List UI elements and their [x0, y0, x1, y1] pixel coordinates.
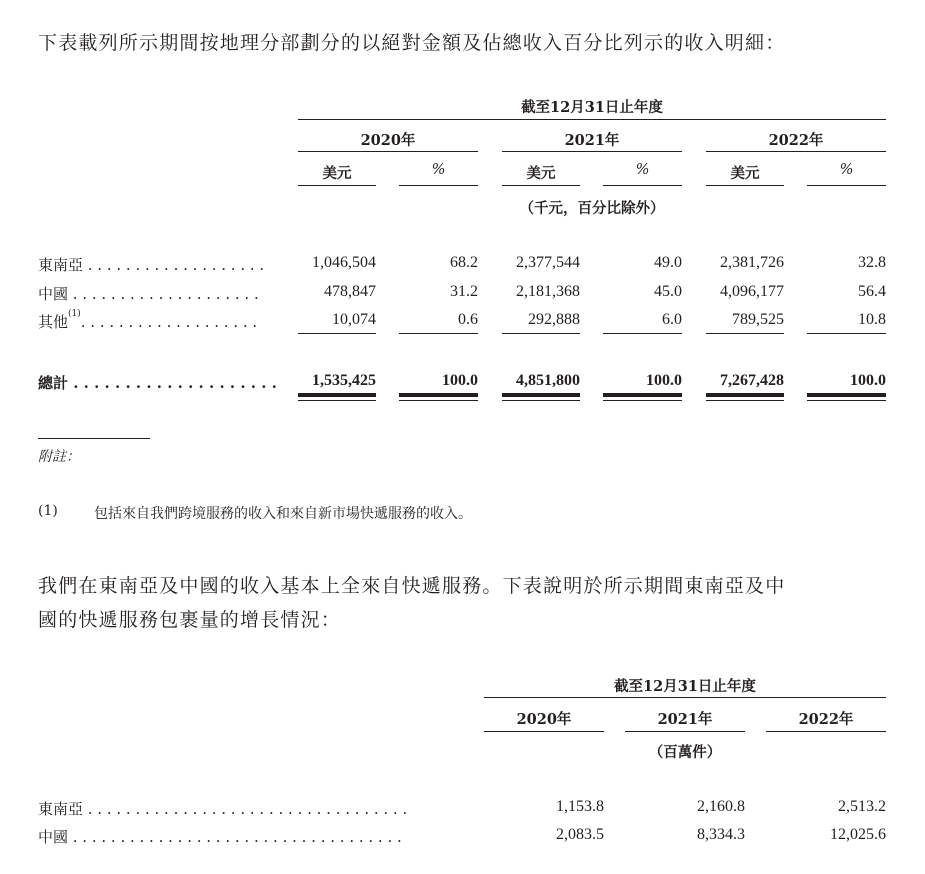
cell-value: 49.0: [654, 254, 682, 271]
cell-value: 12,025.6: [830, 826, 886, 843]
footnote-marker: (1): [68, 309, 81, 319]
year-rule: [625, 731, 745, 732]
paragraph-line: 我們在東南亞及中國的收入基本上全來自快遞服務。下表說明於所示期間東南亞及中: [38, 575, 786, 597]
unit-note: （百萬件）: [648, 744, 722, 761]
double-rule: [807, 400, 886, 401]
year-rule-2021: [502, 151, 682, 152]
subtotal-rule: [502, 333, 580, 334]
cell-value: 2,181,368: [516, 283, 580, 300]
total-value: 100.0: [850, 372, 886, 389]
cell-value: 2,160.8: [697, 798, 745, 815]
cell-value: 56.4: [858, 283, 886, 300]
total-value: 7,267,428: [720, 372, 784, 389]
note-marker: (1): [38, 503, 58, 519]
cell-value: 2,083.5: [556, 826, 604, 843]
col-pct-2021: %: [635, 162, 650, 178]
year-rule-2022: [706, 151, 886, 152]
intro-paragraph: 下表載列所示期間按地理分部劃分的以絕對金額及佔總收入百分比列示的收入明細：: [38, 32, 786, 54]
row-label: 東南亞 . . . . . . . . . . . . . . . . . . . . . . . . . . . . . . . . . .: [38, 800, 408, 818]
cell-value: 45.0: [654, 283, 682, 300]
subtotal-rule: [399, 333, 478, 334]
col-rule: [807, 185, 886, 186]
header-rule: [298, 119, 886, 120]
double-rule: [807, 393, 886, 397]
double-rule: [706, 400, 784, 401]
col-rule: [399, 185, 478, 186]
total-value: 100.0: [646, 372, 682, 389]
cell-value: 10.8: [858, 311, 886, 328]
year-rule-2020: [298, 151, 478, 152]
double-rule: [399, 393, 478, 397]
unit-note: （千元，百分比除外）: [519, 200, 665, 217]
cell-value: 1,153.8: [556, 798, 604, 815]
cell-value: 478,847: [324, 283, 376, 300]
col-pct-2022: %: [839, 162, 854, 178]
cell-value: 10,074: [332, 311, 376, 328]
cell-value: 2,513.2: [838, 798, 886, 815]
year-header-2021: 2021年: [657, 711, 713, 728]
total-label: 總計 . . . . . . . . . . . . . . . . . . . .: [38, 374, 277, 392]
year-header-2022: 2022年: [798, 711, 854, 728]
col-rule: [502, 185, 580, 186]
subtotal-rule: [706, 333, 784, 334]
cell-value: 32.8: [858, 254, 886, 271]
year-rule: [484, 731, 604, 732]
cell-value: 2,381,726: [720, 254, 784, 271]
row-label: [38, 311, 257, 332]
col-rule: [298, 185, 376, 186]
double-rule: [502, 400, 580, 401]
cell-value: 68.2: [450, 254, 478, 271]
col-usd-2022: 美元: [730, 165, 760, 182]
row-label-dots: . . . . . . . . . . . . . . . . . . .: [80, 313, 258, 331]
total-value: 100.0: [442, 372, 478, 389]
col-rule: [706, 185, 784, 186]
double-rule: [298, 400, 376, 401]
double-rule: [603, 393, 682, 397]
notes-heading: 附註：: [38, 449, 80, 465]
double-rule: [298, 393, 376, 397]
row-label: 中國 . . . . . . . . . . . . . . . . . . . .: [38, 285, 259, 303]
year-header-2022: 2022年: [768, 132, 824, 149]
year-header-2021: 2021年: [564, 132, 620, 149]
note-text: 包括來自我們跨境服務的收入和來自新市場快遞服務的收入。: [94, 506, 472, 522]
col-usd-2020: 美元: [322, 165, 352, 182]
cell-value: 1,046,504: [312, 254, 376, 271]
double-rule: [603, 400, 682, 401]
year-header-2020: 2020年: [516, 711, 572, 728]
row-label-text: 其他: [38, 313, 69, 331]
cell-value: 789,525: [732, 311, 784, 328]
subtotal-rule: [298, 333, 376, 334]
subtotal-rule: [603, 333, 682, 334]
col-rule: [603, 185, 682, 186]
cell-value: 0.6: [458, 311, 478, 328]
period-header: 截至12月31日止年度: [614, 678, 756, 695]
cell-value: 31.2: [450, 283, 478, 300]
paragraph-line: 國的快遞服務包裹量的增長情況：: [38, 609, 342, 631]
period-header: 截至12月31日止年度: [521, 99, 663, 116]
double-rule: [399, 400, 478, 401]
col-pct-2020: %: [431, 162, 446, 178]
cell-value: 6.0: [662, 311, 682, 328]
total-value: 1,535,425: [312, 372, 376, 389]
year-header-2020: 2020年: [360, 132, 416, 149]
subtotal-rule: [807, 333, 886, 334]
cell-value: 292,888: [528, 311, 580, 328]
row-label: 中國 . . . . . . . . . . . . . . . . . . . . . . . . . . . . . . . . . . .: [38, 828, 402, 846]
col-usd-2021: 美元: [526, 165, 556, 182]
double-rule: [502, 393, 580, 397]
row-label: 東南亞 . . . . . . . . . . . . . . . . . . .: [38, 256, 265, 274]
double-rule: [706, 393, 784, 397]
cell-value: 8,334.3: [697, 826, 745, 843]
cell-value: 2,377,544: [516, 254, 580, 271]
total-value: 4,851,800: [516, 372, 580, 389]
notes-divider: [38, 438, 150, 439]
cell-value: 4,096,177: [720, 283, 784, 300]
year-rule: [766, 731, 886, 732]
header-rule: [484, 697, 886, 698]
